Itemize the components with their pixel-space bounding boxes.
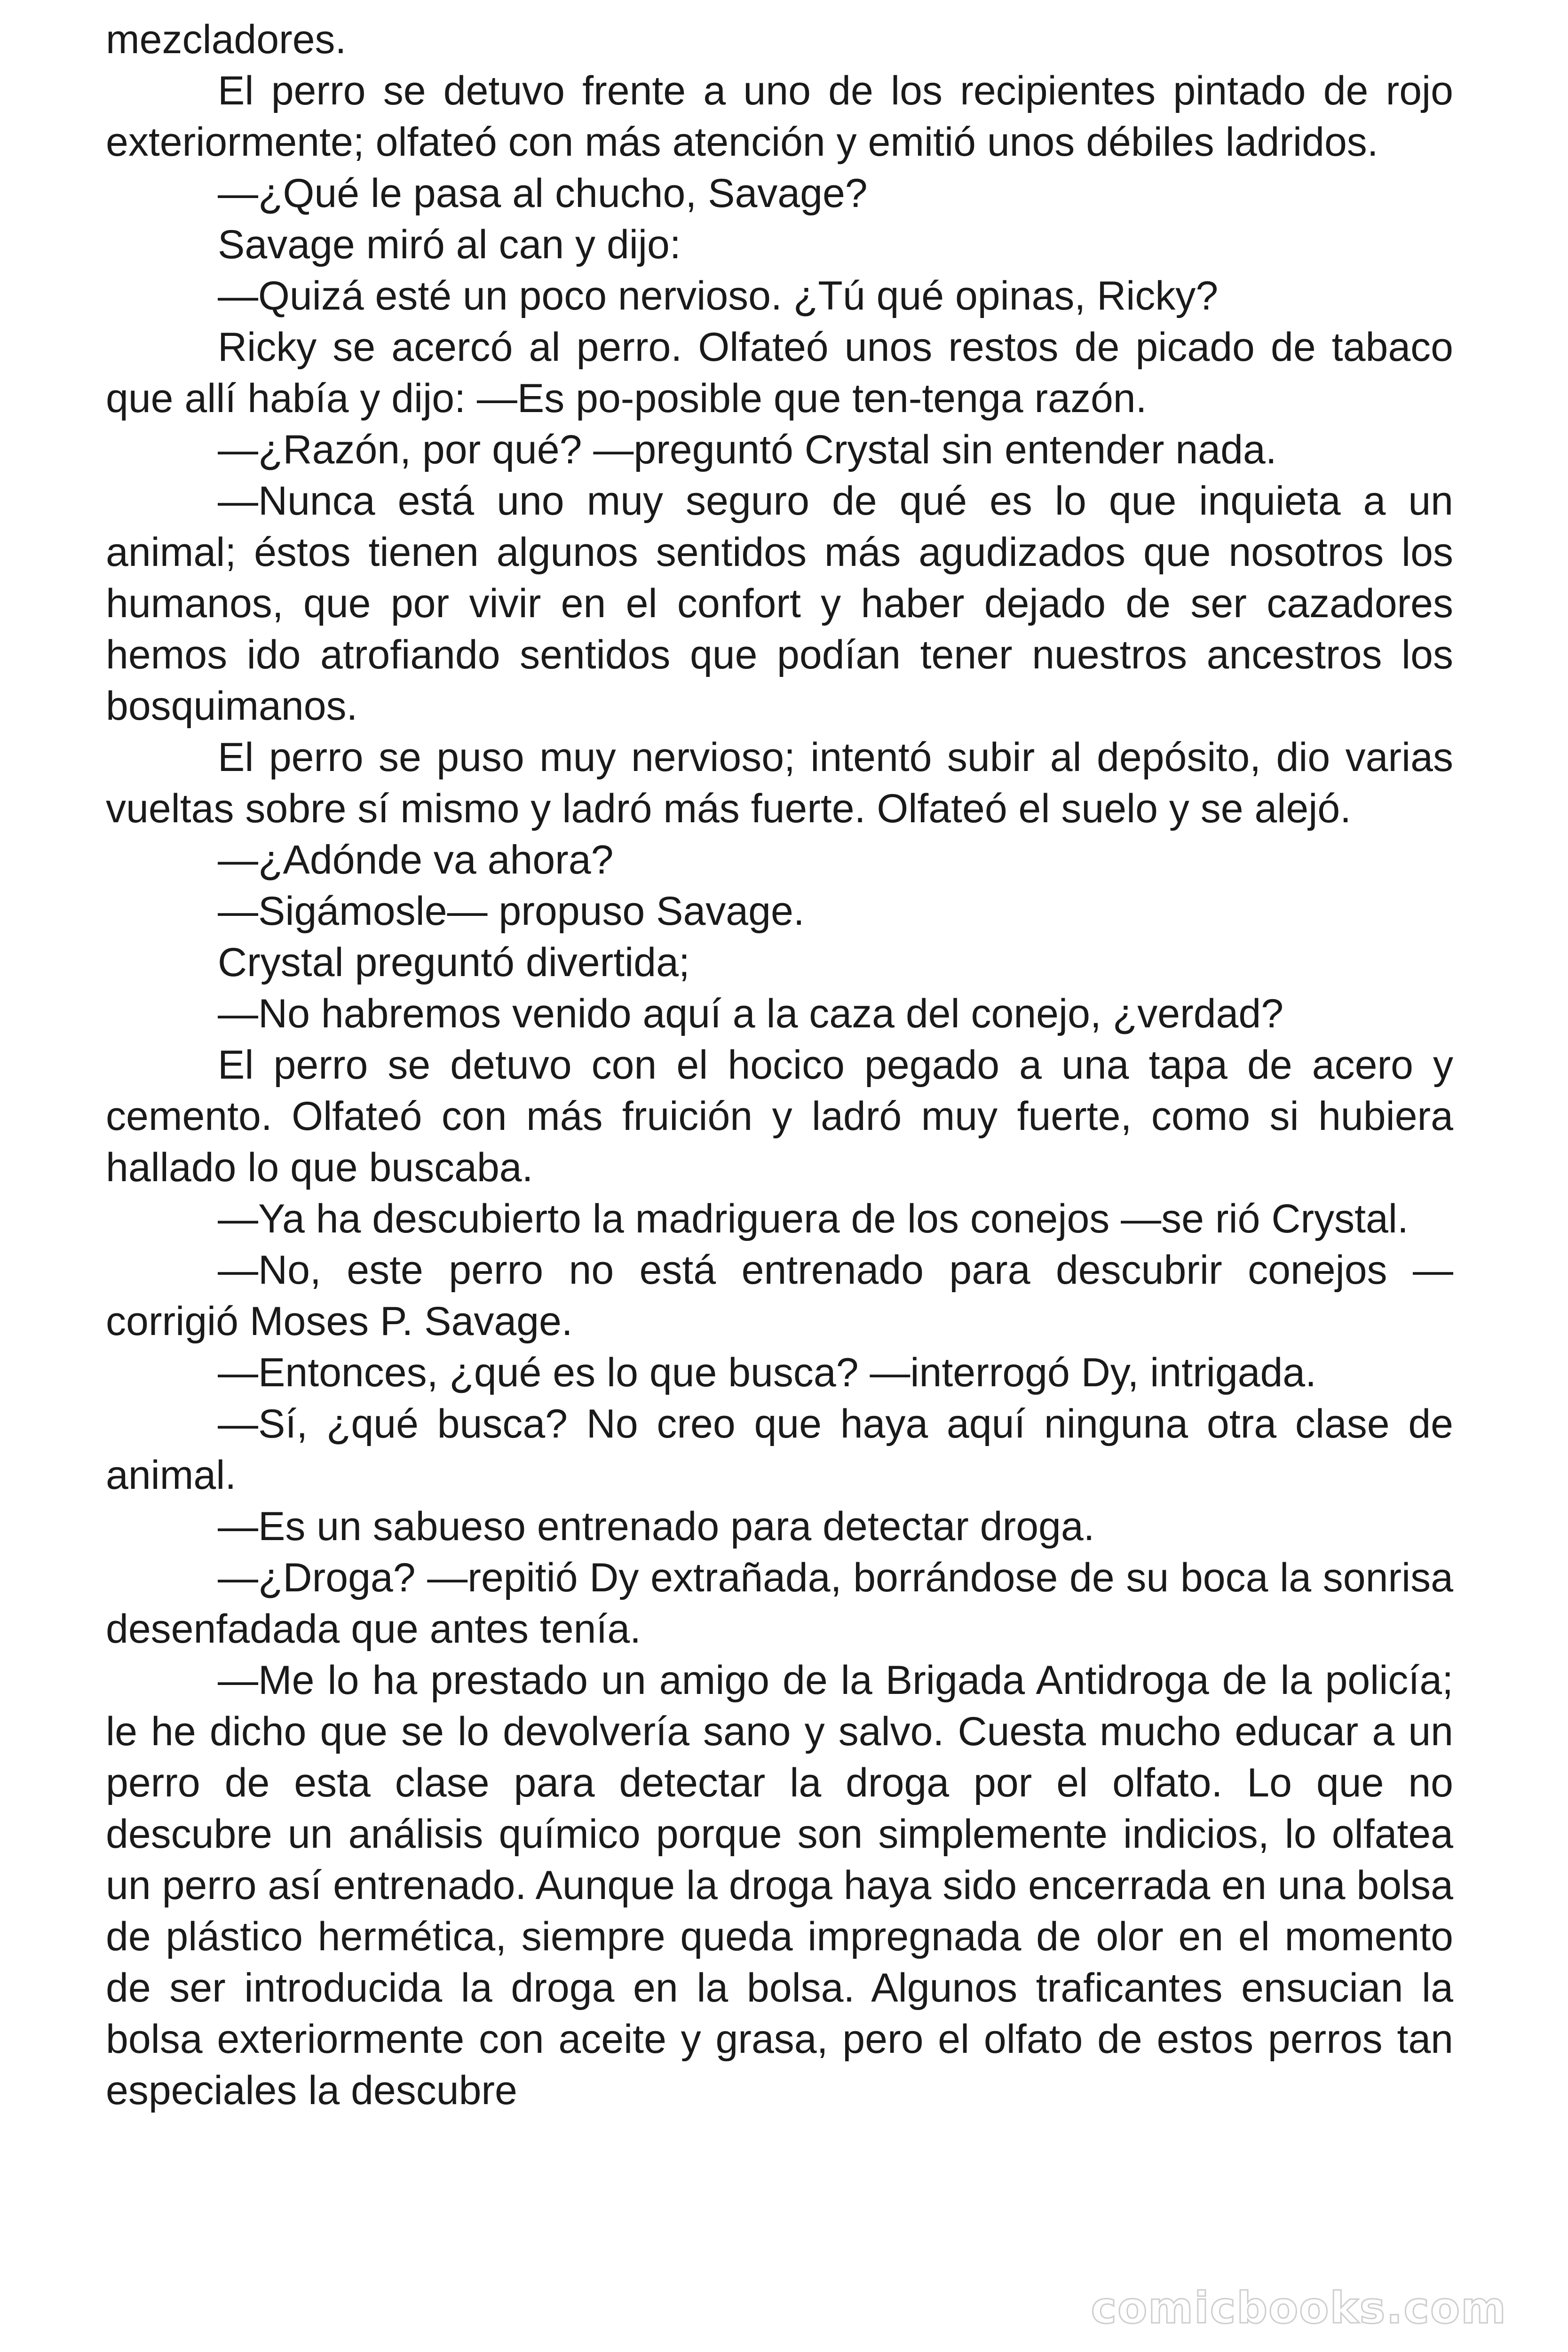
paragraph: —Me lo ha prestado un amigo de la Brigada Antidroga de la policía; le he dicho que se lo devolvería sano y salvo. Cuesta mucho educar a un perro de esta clase para detectar la droga por el olfato. Lo que no descubre un análisis químico porque son simplemente indicios, lo olfatea un perro así entrenado. Aunque la droga haya sido encerrada en una bolsa de plástico hermética, siempre queda impregnada de olor en el momento de ser introducida la droga en la bolsa. Algunos traficantes ensucian la bolsa exteriormente con aceite y grasa, pero el olfato de estos perros tan especiales la descubre xyxy=(106,1658,1453,2113)
paragraph: El perro se detuvo con el hocico pegado a una tapa de acero y cemento. Olfateó con más fruición y ladró muy fuerte, como si hubiera hallado lo que buscaba. xyxy=(106,1042,1453,1190)
paragraph: —Ya ha descubierto la madriguera de los conejos —se rió Crystal. xyxy=(218,1196,1409,1241)
paragraph: —No habremos venido aquí a la caza del conejo, ¿verdad? xyxy=(218,991,1284,1036)
paragraph: mezcladores. xyxy=(106,17,347,62)
paragraph: El perro se detuvo frente a uno de los recipientes pintado de rojo exteriormente; olfateó con más atención y emitió unos débiles ladridos. xyxy=(106,68,1453,165)
paragraph: —Sí, ¿qué busca? No creo que haya aquí ninguna otra clase de animal. xyxy=(106,1401,1453,1498)
page-text xyxy=(106,14,1453,2319)
paragraph: —¿Adónde va ahora? xyxy=(218,837,614,882)
paragraph: —Es un sabueso entrenado para detectar droga. xyxy=(218,1504,1095,1549)
paragraph: —Nunca está uno muy seguro de qué es lo que inquieta a un animal; éstos tienen algunos sentidos más agudizados que nosotros los humanos, que por vivir en el confort y haber dejado de ser cazadores hemos ido atrofiando sentidos que podían tener nuestros ancestros los bosquimanos. xyxy=(106,478,1453,729)
paragraph: —Quizá esté un poco nervioso. ¿Tú qué opinas, Ricky? xyxy=(218,273,1219,318)
paragraph: —Entonces, ¿qué es lo que busca? —interrogó Dy, intrigada. xyxy=(218,1350,1317,1395)
paragraph: Crystal preguntó divertida; xyxy=(218,940,690,985)
paragraph: —Sigámosle— propuso Savage. xyxy=(218,889,805,934)
paragraph: —No, este perro no está entrenado para descubrir conejos — corrigió Moses P. Savage. xyxy=(106,1248,1453,1344)
paragraph: —¿Droga? —repitió Dy extrañada, borrándose de su boca la sonrisa desenfadada que antes tenía. xyxy=(106,1555,1453,1652)
watermark: comicbooks.com xyxy=(1091,2283,1507,2333)
paragraph: —¿Razón, por qué? —preguntó Crystal sin entender nada. xyxy=(218,427,1277,472)
paragraph: Savage miró al can y dijo: xyxy=(218,222,681,267)
paragraph: Ricky se acercó al perro. Olfateó unos restos de picado de tabaco que allí había y dijo: —Es po-posible que ten-tenga razón. xyxy=(106,325,1453,421)
paragraph: —¿Qué le pasa al chucho, Savage? xyxy=(218,171,868,216)
paragraph: El perro se puso muy nervioso; intentó subir al depósito, dio varias vueltas sobre sí mismo y ladró más fuerte. Olfateó el suelo y se alejó. xyxy=(106,735,1453,831)
